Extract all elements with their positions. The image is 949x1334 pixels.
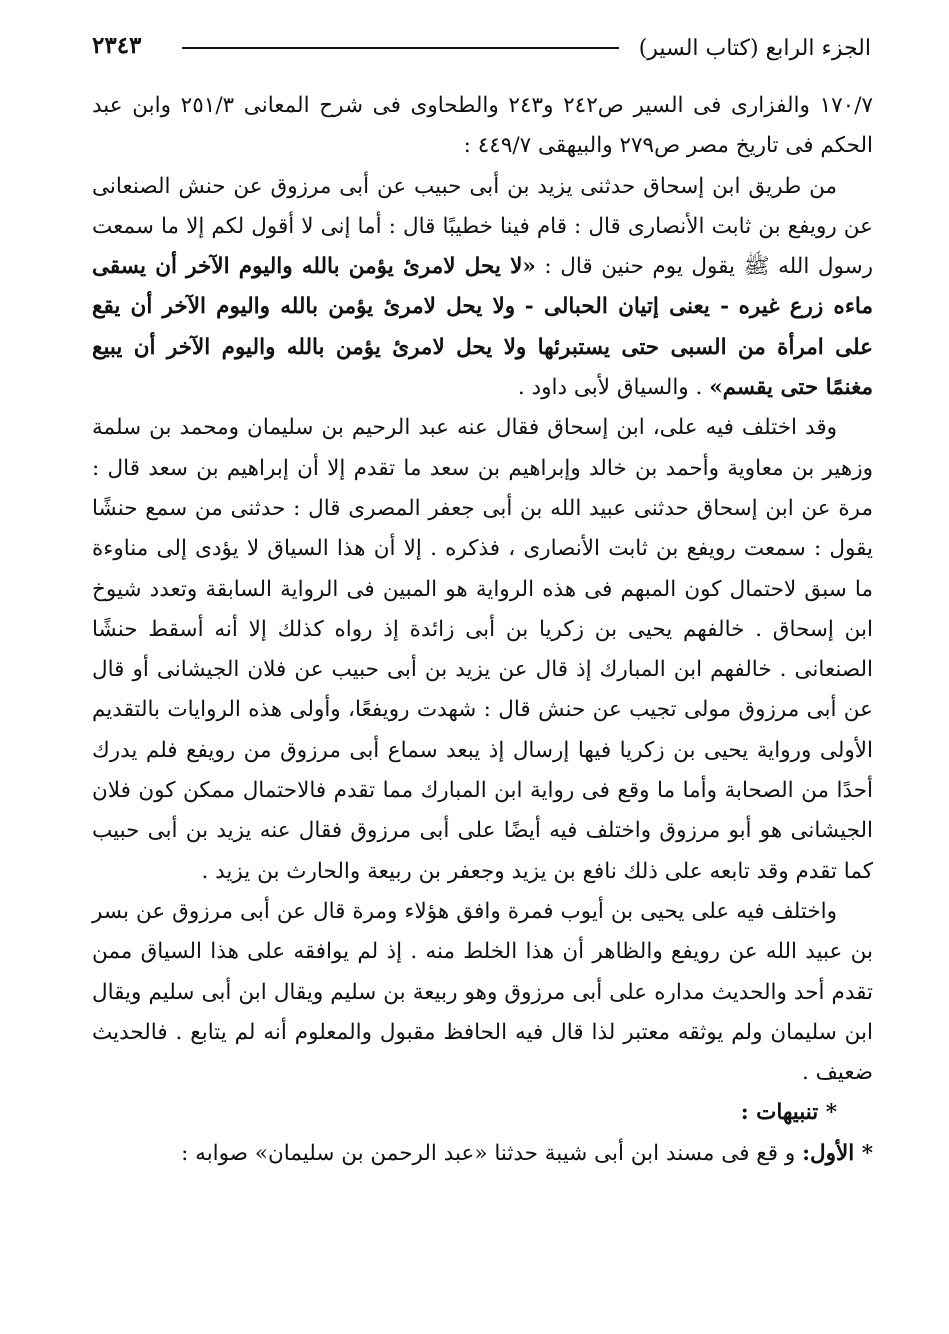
hadith-text-part-1: «لا يحل لامرئ يؤمن بالله واليوم الآخر أن يسقى ماءه زرع غيره — [92, 254, 873, 320]
discussion-paragraph-1: وقد اختلف فيه على، ابن إسحاق فقال عنه عبد الرحيم بن سليمان ومحمد بن سلمة وزهير بن معاوية وأحمد بن خالد وإبراهيم بن سعد ما تقدم إلا أن إبراهيم بن سعد قال : مرة عن ابن إسحاق حدثنى عبيد الله بن أبى جعفر المصرى قال : حدثنى من سمع حنشًا يقول : سمعت رويفع بن ثابت الأنصارى ، فذكره . إلا أن هذا السياق لا يؤدى إلى مناوءة ما سبق لاحتمال كون المبهم فى هذه الرواية هو المبين فى الرواية السابقة وتعدد شيوخ ابن إسحاق . خالفهم يحيى بن زكريا بن أبى زائدة إذ رواه كذلك إلا أنه أسقط حنشًا الصنعانى . خالفهم ابن المبارك إذ قال عن يزيد بن أبى حبيب عن فلان الجيشانى أو قال عن أبى مرزوق مولى تجيب عن حنش قال : شهدت رويفعًا، وأولى هذه الروايات بالتقديم الأولى ورواية يحيى بن زكريا فيها إرسال إذ يبعد سماع أبى مرزوق من رويفع فلم يدرك أحدًا من الصحابة وأما ما وقع فى رواية ابن المبارك مما تقدم فالاحتمال ممكن كون فلان الجيشانى هو أبو مرزوق واختلف فيه أيضًا على أبى مرزوق فقال عنه يزيد بن أبى حبيب كما تقدم وقد تابعه على ذلك نافع بن يزيد وجعفر بن ربيعة والحارث بن يزيد . — [92, 415, 873, 884]
citation-paragraph: ١٧٠/٧ والفزارى فى السير ص٢٤٢ و٢٤٣ والطحاوى فى شرح المعانى ٢٥١/٣ وابن عبد الحكم فى تاريخ مصر ص٢٧٩ والبيهقى ٤٤٩/٧ : — [92, 93, 873, 159]
hadith-gloss: - يعنى إتيان الحبالى - — [524, 294, 730, 320]
note-1 — [92, 1134, 873, 1174]
note-1-label: * الأول: — [802, 1140, 873, 1166]
page-body — [92, 86, 873, 1174]
hadith-isnad: من طريق ابن إسحاق حدثنى يزيد بن أبى حبيب عن أبى مرزوق عن حنش الصنعانى عن رويفع بن ثابت الأنصارى قال : قام فينا خطيبًا قال : أما إنى لا أقول لكم إلا ما سمعت رسول الله ﷺ يقول يوم حنين قال : — [92, 173, 874, 280]
hadith-source-note: . والسياق لأبى داود . — [517, 375, 703, 401]
notes-heading: * تنبيهات : — [740, 1100, 837, 1126]
running-title: الجزء الرابع (كتاب السير) — [638, 36, 871, 61]
discussion-paragraph-2: واختلف فيه على يحيى بن أيوب فمرة وافق هؤلاء ومرة قال عن أبى مرزوق عن بسر بن عبيد الله عن رويفع والظاهر أن هذا الخلط منه . إذ لم يوافقه على هذا السياق ممن تقدم أحد والحديث مداره على أبى مرزوق وهو ربيعة بن سليم ويقال ابن أبى سليم ويقال ابن سليمان ولم يوثقه معتبر لذا قال فيه الحافظ مقبول والمعلوم أنه لم يتابع . فالحديث ضعيف . — [92, 898, 873, 1086]
hadith-paragraph — [92, 167, 873, 409]
note-1-text: و قع فى مسند ابن أبى شيبة حدثنا «عبد الرحمن بن سليمان» صوابه : — [181, 1140, 796, 1166]
page-header — [92, 28, 871, 78]
hadith-text-part-2: ولا يحل لامرئ يؤمن بالله واليوم الآخر أن يقع على امرأة من السبى حتى يستبرئها ولا يحل لامرئ يؤمن بالله واليوم الآخر أن يبيع مغنمًا حتى يقسم» — [92, 294, 873, 401]
page-number: ٢٣٤٣ — [92, 32, 142, 59]
header-rule — [182, 47, 619, 49]
